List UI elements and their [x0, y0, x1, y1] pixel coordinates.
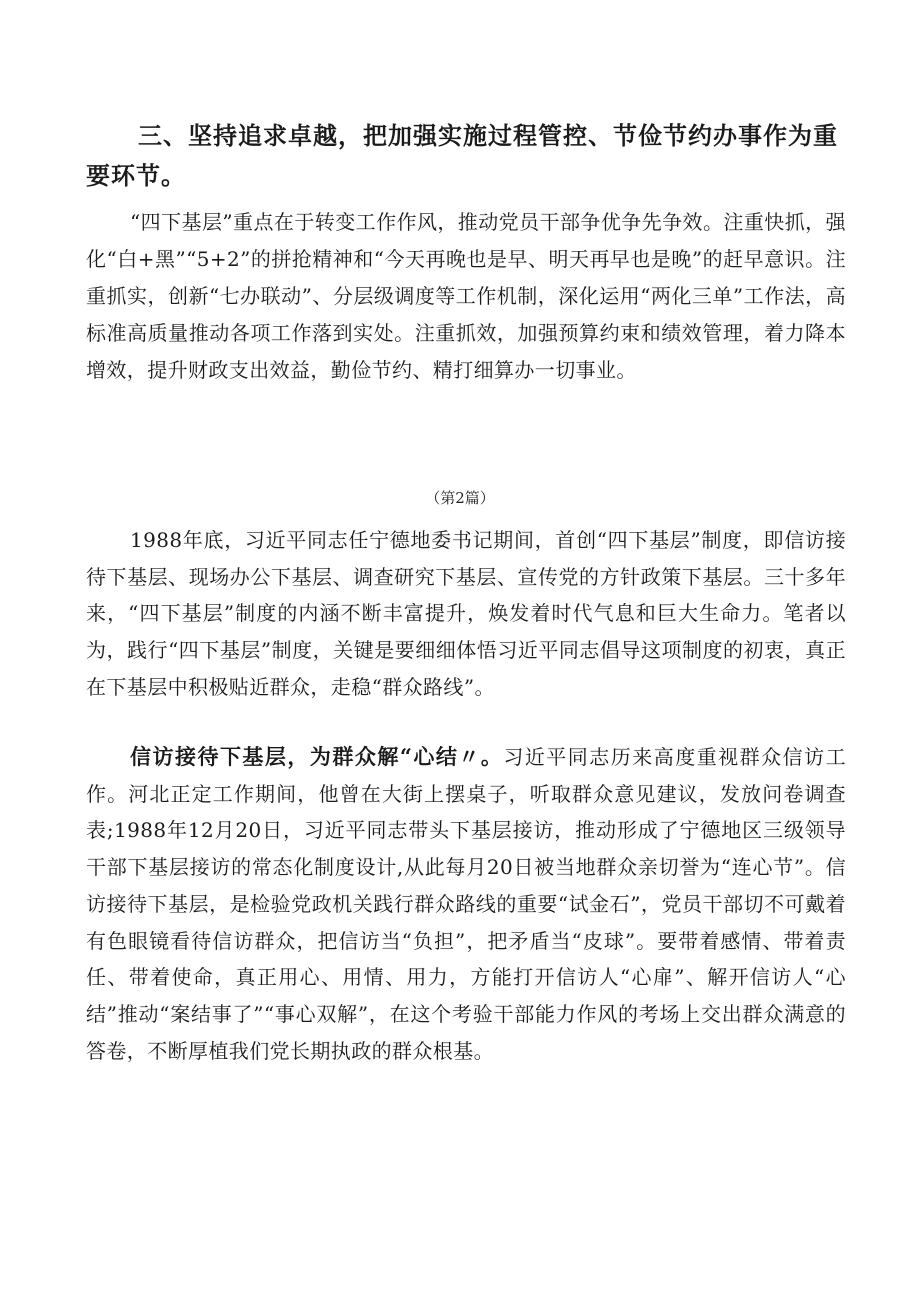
piece-label: （第2篇）	[425, 489, 495, 507]
paragraph-petition-reception	[86, 739, 846, 1069]
paragraph-lead-sentence: 信访接待下基层，为群众解“心结〃。	[130, 744, 504, 769]
paragraph-work-style: “四下基层”重点在于转变工作作风，推动党员干部争优争先争效。注重快抓，强化“白+黑”“5+2”的拼抢精神和“今天再晚也是早、明天再早也是晚”的赶早意识。注重抓实，创新“七办联动”、分层级调度等工作机制，深化运用“两化三单”工作法，高标准高质量推动各项工作落到实处。注重抓效，加强预算约束和绩效管理，着力降本增效，提升财政支出效益，勤俭节约、精打细算办一切事业。	[86, 210, 846, 382]
paragraph-four-to-grassroots: 1988年底，习近平同志任宁德地委书记期间，首创“四下基层”制度，即信访接待下基层、现场办公下基层、调查研究下基层、宣传党的方针政策下基层。三十多年来，“四下基层”制度的内涵不断丰富提升，焕发着时代气息和巨大生命力。笔者以为，践行“四下基层”制度，关键是要细细体悟习近平同志倡导这项制度的初衷，真正在下基层中积极贴近群众，走稳“群众路线”。	[86, 528, 846, 699]
paragraph-body-text: 习近平同志历来高度重视群众信访工作。河北正定工作期间，他曾在大街上摆桌子，听取群众意见建议，发放问卷调查表;1988年12月20日，习近平同志带头下基层接访，推动形成了宁德地区三级领导干部下基层接访的常态化制度设计,从此每月20日被当地群众亲切誉为“连心节”。信访接待下基层，是检验党政机关践行群众路线的重要“试金石”，党员干部切不可戴着有色眼镜看待信访群众，把信访当“负担”，把矛盾当“皮球”。要带着感情、带着责任、带着使命，真正用心、用情、用力，方能打开信访人“心扉”、解开信访人“心结”推动“案结事了”“事心双解”，在这个考验干部能力作风的考场上交出群众满意的答卷，不断厚植我们党长期执政的群众根基。	[86, 745, 846, 1063]
section-heading: 三、坚持追求卓越，把加强实施过程管控、节俭节约办事作为重要环节。	[86, 121, 838, 190]
